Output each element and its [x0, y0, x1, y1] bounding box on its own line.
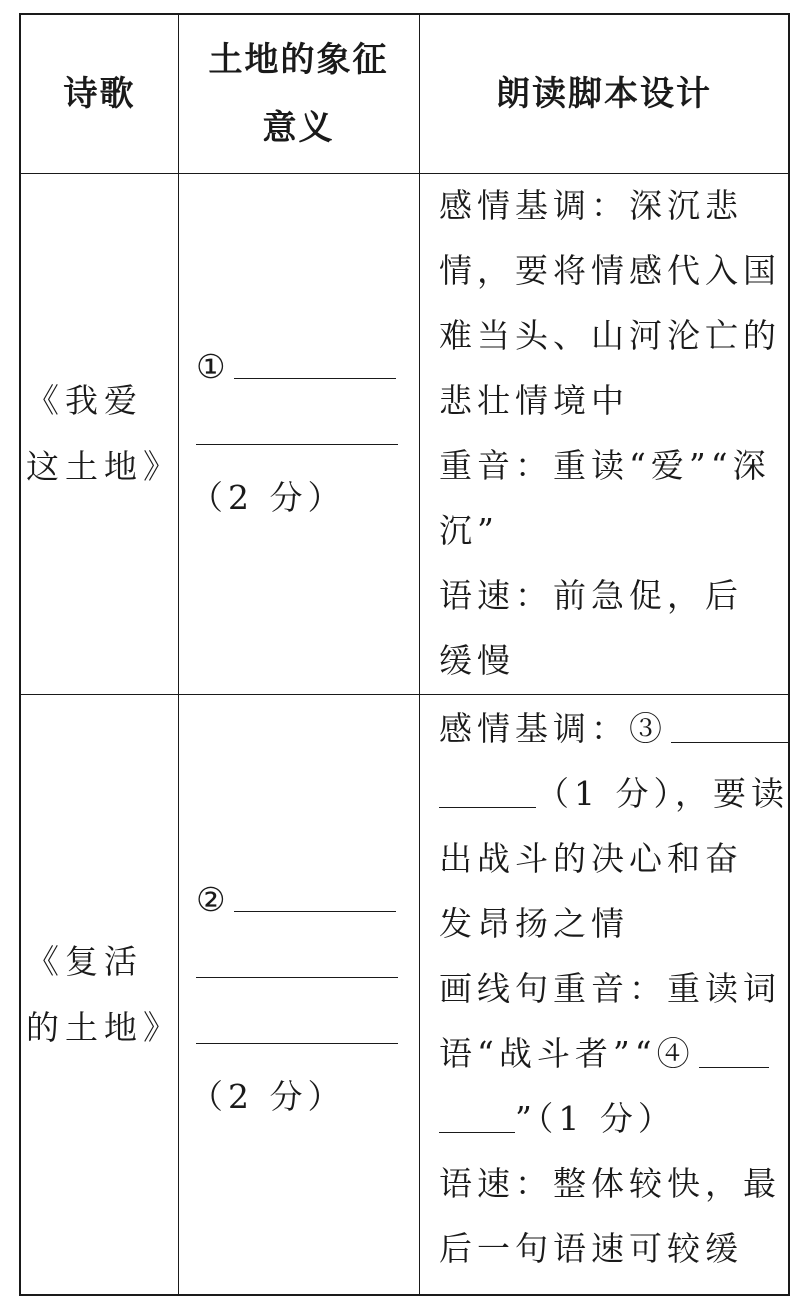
row2-script-line: 发昂扬之情 [439, 904, 629, 943]
row2-script-stress-prefix: 语“战斗者”“④ [439, 1034, 695, 1073]
header-reading-script-label: 朗读脚本设计 [496, 74, 712, 114]
row2-reading-script [419, 694, 789, 1295]
row2-script-line: 画线句重音：重读词 [439, 969, 781, 1008]
row1-script-line: 感情基调：深沉悲 [439, 186, 743, 225]
answer-blank-2b[interactable] [196, 941, 398, 978]
answer-blank-2a[interactable] [234, 875, 396, 912]
answer-blank-3a[interactable] [671, 706, 789, 743]
reading-script-table [19, 13, 790, 1296]
row2-poem-title-line2: 的土地》 [26, 1007, 182, 1047]
answer-blank-3b[interactable] [439, 771, 536, 808]
header-symbolic-meaning-line1: 土地的象征 [208, 40, 389, 80]
row2-script-emotion-prefix: 感情基调：③ [439, 709, 667, 748]
row1-script-line: 情，要将情感代入国 [439, 251, 781, 290]
row1-score: （2 分） [190, 478, 346, 517]
answer-blank-4a[interactable] [699, 1031, 769, 1068]
answer-blank-4b[interactable] [439, 1096, 515, 1133]
row2-symbolic-meaning [178, 694, 419, 1295]
row2-script-stress-suffix: ”（1 分） [515, 1099, 676, 1138]
row1-script-line: 沉” [439, 511, 499, 550]
row2-script-line: 语速：整体较快，最 [439, 1164, 781, 1203]
answer-marker-1: ① [196, 347, 226, 386]
row1-symbolic-meaning [178, 173, 419, 694]
answer-blank-2c[interactable] [196, 1007, 398, 1044]
row1-poem-title-line2: 这土地》 [26, 446, 182, 486]
row1-script-line: 语速：前急促，后 [439, 576, 743, 615]
row2-script-emotion-suffix: （1 分），要读 [536, 774, 789, 813]
row2-poem-title [21, 694, 182, 1295]
header-poem [21, 15, 178, 173]
row1-script-line: 重音：重读“爱”“深 [439, 446, 771, 485]
row2-poem-title-line1: 《复活 [26, 941, 143, 981]
row1-script-line: 缓慢 [439, 641, 515, 680]
row2-score: （2 分） [190, 1077, 346, 1116]
row2-script-line: 出战斗的决心和奋 [439, 839, 743, 878]
answer-blank-1a[interactable] [234, 342, 396, 379]
header-symbolic-meaning [178, 15, 419, 173]
answer-marker-2: ② [196, 880, 226, 919]
row2-script-line: 后一句语速可较缓 [439, 1229, 743, 1268]
row1-script-line: 悲壮情境中 [439, 381, 629, 420]
header-symbolic-meaning-line2: 意义 [262, 108, 335, 148]
header-reading-script [419, 15, 789, 173]
header-poem-label: 诗歌 [63, 74, 136, 114]
row1-reading-script [419, 173, 789, 694]
row1-poem-title [21, 173, 182, 694]
row1-poem-title-line1: 《我爱 [26, 380, 143, 420]
row1-script-line: 难当头、山河沦亡的 [439, 316, 781, 355]
answer-blank-1b[interactable] [196, 408, 398, 445]
